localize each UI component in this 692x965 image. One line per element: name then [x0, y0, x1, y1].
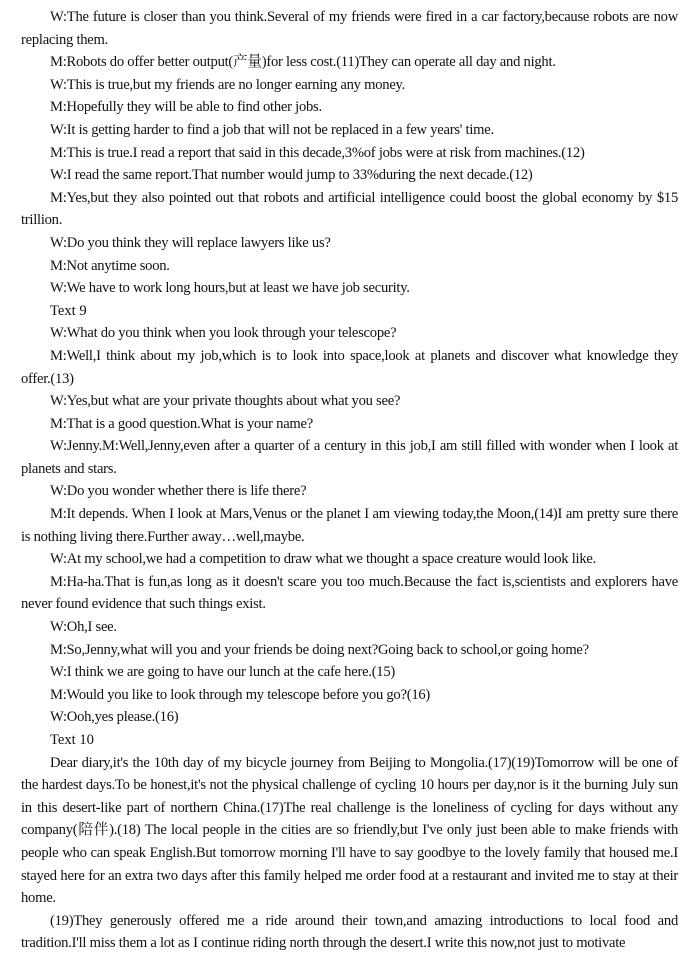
- dialogue-line: W:Ooh,yes please.(16): [50, 709, 179, 726]
- section-heading-text-9: Text 9: [50, 302, 87, 319]
- dialogue-line: M:Robots do offer better output(产量)for less cost.(11)They can operate all day and night.: [50, 54, 556, 71]
- dialogue-line: M:Ha-ha.That is fun,as long as it doesn't scare you too much.Because the fact is,scientists and explorers have never found evidence that such things exist.: [21, 573, 678, 613]
- dialogue-line: W:This is true,but my friends are no longer earning any money.: [50, 76, 406, 93]
- section-heading-text-10: Text 10: [50, 732, 94, 748]
- dialogue-line: W:Jenny.M:Well,Jenny,even after a quarter of a century in this job,I am still filled with wonder when I look at planets and stars.: [21, 438, 678, 477]
- dialogue-line: W:Do you think they will replace lawyers like us?: [50, 234, 331, 251]
- dialogue-line: M:This is true.I read a report that said in this decade,3%of jobs were at risk from machines.(12): [50, 144, 585, 161]
- dialogue-line: M:So,Jenny,what will you and your friends be doing next?Going back to school,or going home?: [50, 641, 589, 658]
- dialogue-line: W:We have to work long hours,but at least we have job security.: [50, 280, 410, 297]
- dialogue-line: W:The future is closer than you think.Several of my friends were fired in a car factory,because robots are now replacing them.: [21, 9, 678, 48]
- dialogue-line: M:Not anytime soon.: [50, 257, 170, 274]
- diary-paragraph: Dear diary,it's the 10th day of my bicycle journey from Beijing to Mongolia.(17)(19)Tomorrow will be one of the hardest days.To be honest,it's not the physical challenge of cycling 10 hours per day,nor is it the burning July sun in this desert-like part of northern China.(17)The real challenge is the loneliness of cycling for days without any company(陪伴).(18) The local people in the cities are so friendly,but I've only just been able to make friends with people who can speak English.But tomorrow morning I'll have to say goodbye to the lovely family that housed me.I stayed here for an extra two days after this family helped me order food at a restaurant and invited me to stay at their home.: [21, 754, 678, 907]
- dialogue-line: W:Yes,but what are your private thoughts about what you see?: [50, 393, 401, 410]
- dialogue-line: M:That is a good question.What is your name?: [50, 415, 313, 432]
- dialogue-line: M:Well,I think about my job,which is to look into space,look at planets and discover what knowledge they offer.(13): [21, 347, 678, 387]
- dialogue-line: M:It depends. When I look at Mars,Venus or the planet I am viewing today,the Moon,(14)I am pretty sure there is nothing living there.Further away…well,maybe.: [21, 506, 678, 545]
- dialogue-line: W:What do you think when you look through your telescope?: [50, 325, 397, 342]
- dialogue-line: W:Do you wonder whether there is life there?: [50, 483, 307, 500]
- dialogue-line: W:I think we are going to have our lunch at the cafe here.(15): [50, 664, 396, 681]
- dialogue-line: W:At my school,we had a competition to draw what we thought a space creature would look like.: [50, 551, 597, 568]
- dialogue-line: M:Would you like to look through my telescope before you go?(16): [50, 686, 431, 703]
- dialogue-line: M:Hopefully they will be able to find other jobs.: [50, 99, 322, 116]
- diary-paragraph: (19)They generously offered me a ride around their town,and amazing introductions to local food and tradition.I'll miss them a lot as I continue riding north through the desert.I write this now,not just to motivate: [21, 912, 678, 952]
- dialogue-line: W:Oh,I see.: [50, 619, 117, 636]
- dialogue-line: M:Yes,but they also pointed out that robots and artificial intelligence could boost the global economy by $15 trillion.: [21, 189, 678, 229]
- dialogue-line: W:It is getting harder to find a job that will not be replaced in a few years' time.: [50, 121, 494, 138]
- dialogue-line: W:I read the same report.That number would jump to 33%during the next decade.(12): [50, 167, 533, 184]
